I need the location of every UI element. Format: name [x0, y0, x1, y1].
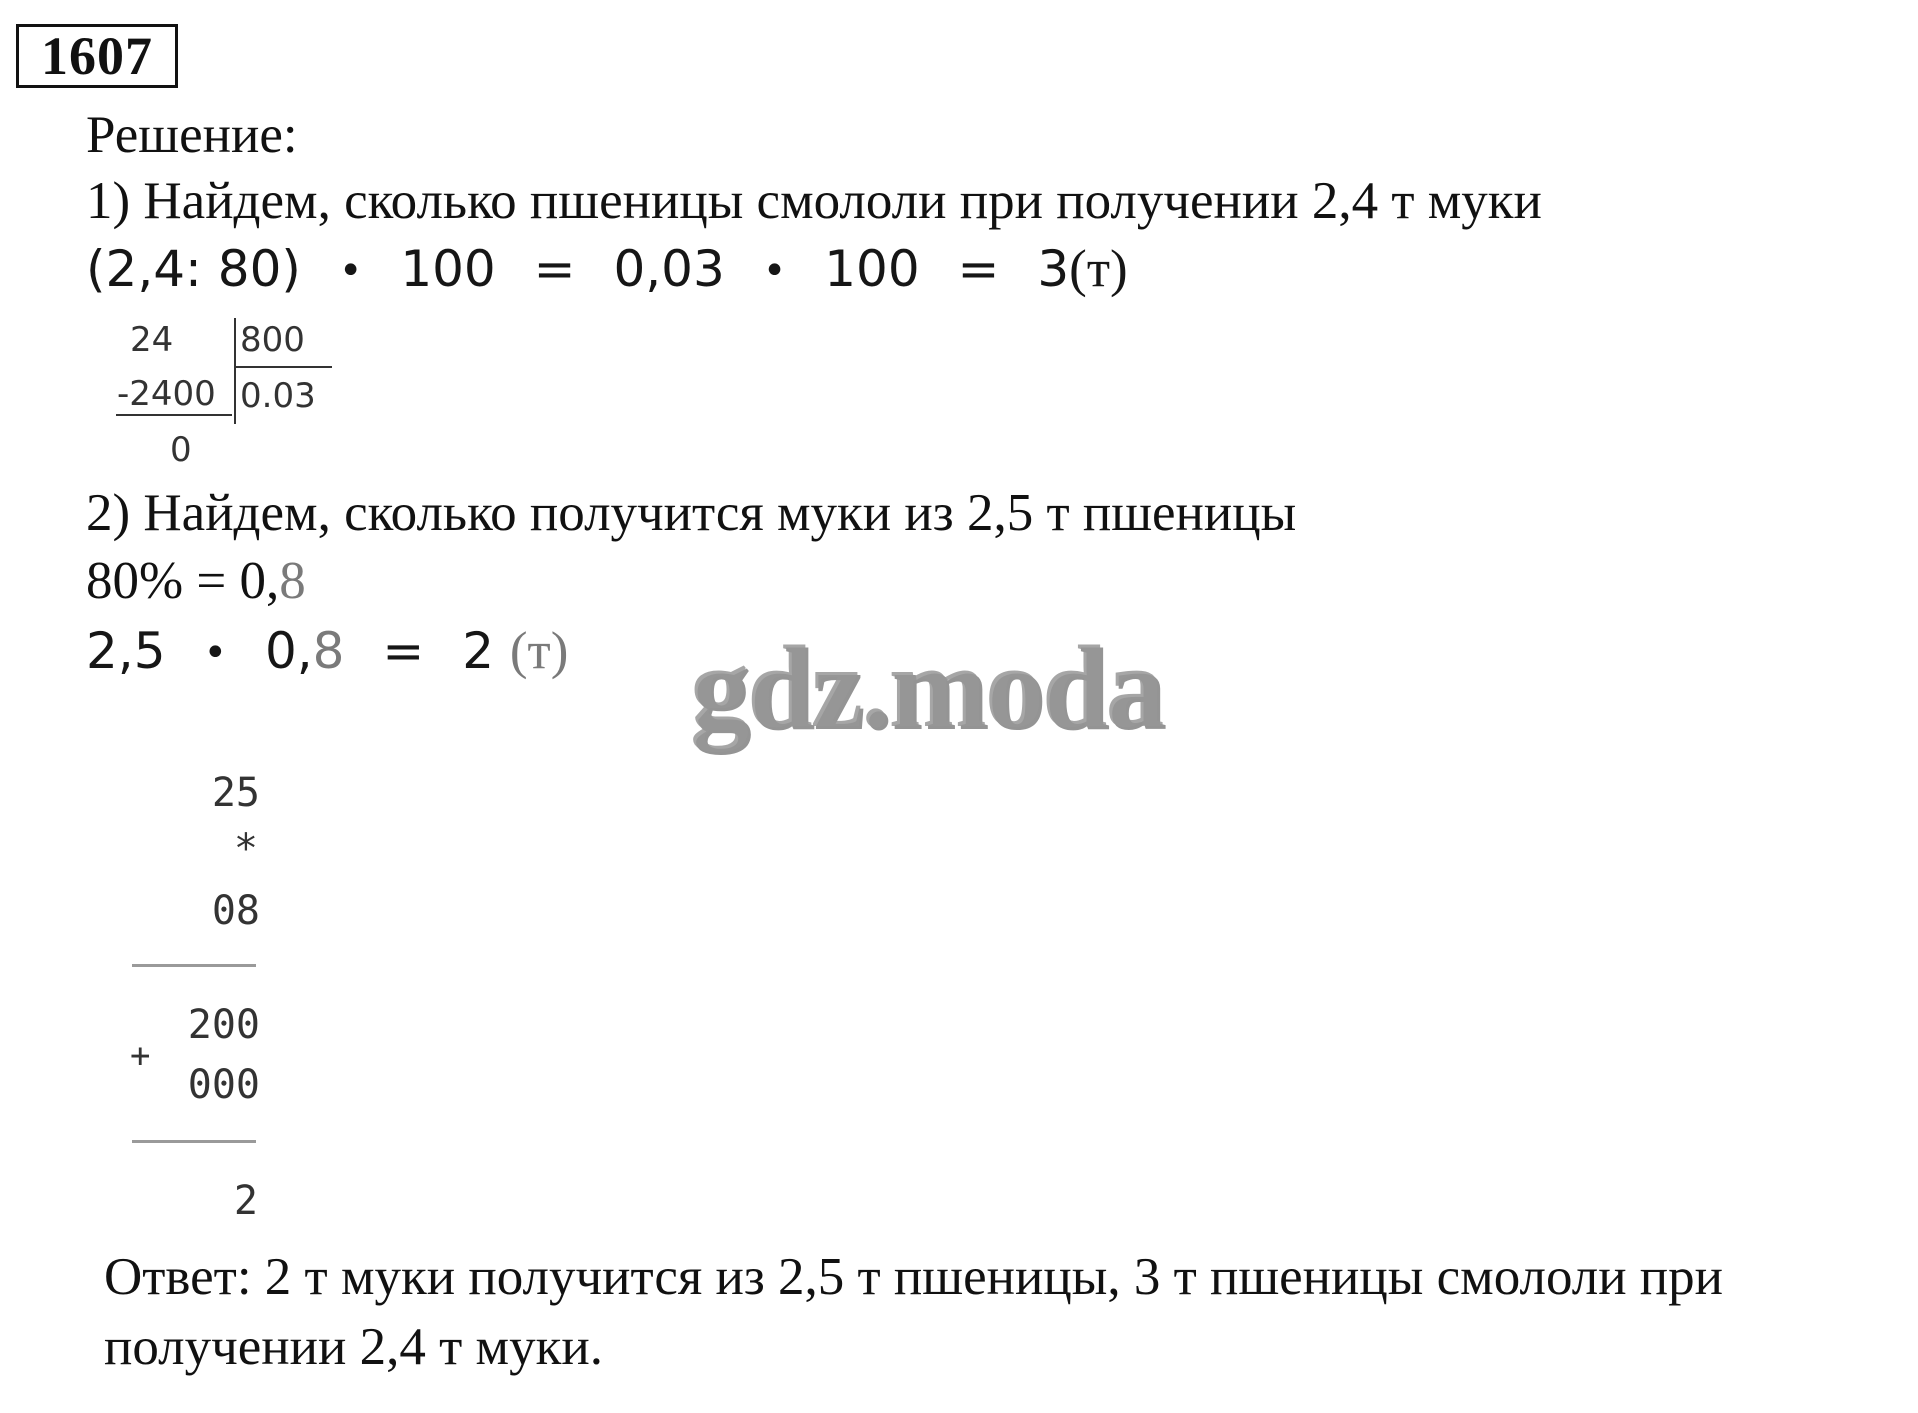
answer-line-1: Ответ: 2 т муки получится из 2,5 т пшеницы, 3 т пшеницы смололи при	[104, 1248, 1724, 1306]
step2-text: 2) Найдем, сколько получится муки из 2,5 т пшеницы	[86, 484, 1297, 542]
step2-percent-left: 80% = 0,	[86, 552, 280, 610]
step2-formula-unit: (т)	[509, 622, 569, 680]
solution-label: Решение:	[86, 106, 298, 164]
mult-operator: *	[233, 826, 258, 872]
problem-number: 1607	[41, 26, 153, 86]
step1-formula-100a: 100	[400, 240, 496, 298]
answer-line-2: получении 2,4 т муки.	[104, 1318, 603, 1376]
long-division-divisor: 800	[240, 320, 305, 360]
step1-formula-100b: 100	[824, 240, 920, 298]
step2-formula-a: 2,5	[86, 622, 166, 680]
step2-formula	[86, 620, 568, 686]
step2-percent-line	[86, 550, 306, 612]
problem-number-box	[16, 24, 178, 88]
mult-result: 2	[233, 1178, 258, 1224]
mult-rule-2	[132, 1140, 256, 1143]
step1-formula-unit: (т)	[1069, 240, 1128, 298]
step2-formula-b: 0,	[264, 622, 313, 680]
step1-formula-eq1: =	[533, 240, 576, 298]
step1-formula-eq2: =	[957, 240, 1000, 298]
long-division-subtrahend: -2400	[117, 374, 216, 414]
watermark-logo: gdz.moda	[690, 621, 1163, 752]
long-division-quotient-rule	[236, 366, 332, 368]
multiply-dot: •	[203, 630, 228, 676]
mult-partial2: 000	[187, 1062, 260, 1108]
step1-formula-003: 0,03	[613, 240, 725, 298]
step2-percent-faded: 8	[279, 552, 306, 610]
long-division-vertical-rule	[234, 318, 236, 424]
long-division-remainder: 0	[170, 430, 192, 470]
mult-second: 08	[211, 888, 260, 934]
multiply-dot: •	[762, 248, 787, 294]
step2-formula-result: 2	[462, 622, 494, 680]
step2-formula-b-faded: 8	[312, 622, 345, 680]
mult-partial1: 200	[187, 1002, 260, 1048]
long-division-subtract-rule	[116, 414, 232, 416]
mult-rule-1	[132, 964, 256, 967]
step2-formula-eq: =	[382, 622, 425, 680]
step1-formula-part1: (2,4: 80)	[86, 240, 301, 298]
mult-plus: +	[130, 1036, 151, 1076]
multiply-dot: •	[338, 248, 363, 294]
step1-formula-result: 3	[1037, 240, 1070, 298]
step1-text: 1) Найдем, сколько пшеницы смололи при получении 2,4 т муки	[86, 172, 1542, 230]
mult-top: 25	[211, 770, 260, 816]
long-division-quotient: 0.03	[240, 376, 316, 416]
step1-formula	[86, 238, 1128, 304]
long-division-dividend: 24	[130, 320, 174, 360]
